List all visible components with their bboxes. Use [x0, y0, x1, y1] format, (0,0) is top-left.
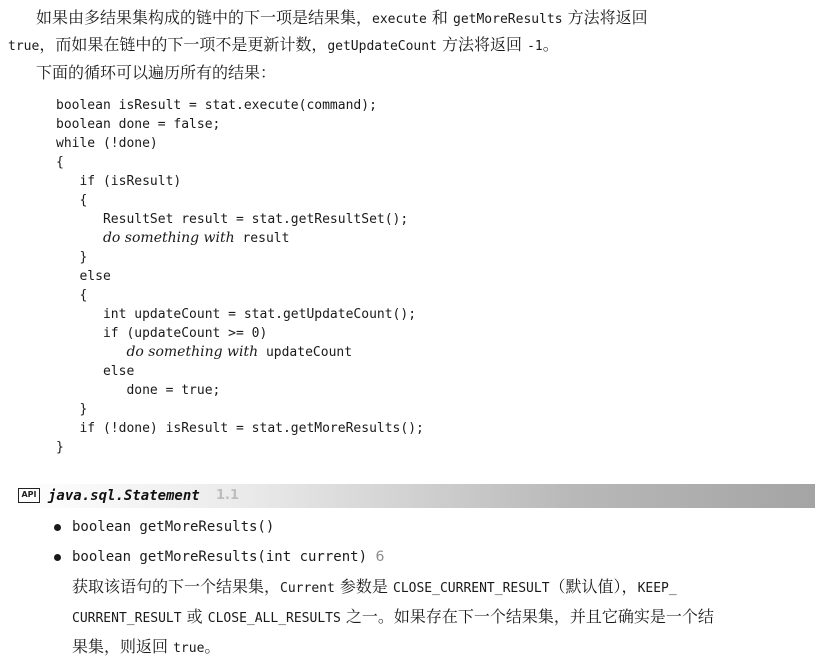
code-placeholder-italic: do something with: [126, 344, 259, 360]
code-term-getmoreresults: getMoreResults: [453, 12, 563, 27]
code-line: [56, 343, 424, 362]
code-term: CLOSE_ALL_RESULTS: [207, 611, 341, 626]
code-block: [56, 96, 424, 457]
intro-line-1: [36, 8, 648, 30]
code-line: {: [56, 193, 88, 208]
code-term: CLOSE_CURRENT_RESULT: [393, 581, 550, 596]
intro-text: 。: [542, 35, 559, 54]
method-version: 6: [375, 549, 385, 565]
code-term-getupdatecount: getUpdateCount: [327, 39, 437, 54]
desc-text: 之一。如果存在下一个结果集，并且它确实是一个结: [340, 607, 714, 626]
desc-text: 获取该语句的下一个结果集，: [72, 577, 281, 596]
code-term-true: true: [8, 39, 40, 54]
code-term: KEEP_: [637, 581, 677, 596]
code-line: if (!done) isResult = stat.getMoreResults();: [56, 421, 424, 436]
intro-text: 和: [426, 8, 453, 27]
code-line: [56, 229, 424, 248]
method-desc-line-1: [72, 577, 677, 599]
desc-text: 果集，则返回: [72, 637, 174, 656]
bullet-icon: [54, 524, 61, 531]
api-icon: API: [18, 488, 40, 503]
code-line: else: [56, 364, 135, 379]
code-fragment: result: [234, 231, 290, 246]
method-desc-line-3: [72, 637, 220, 659]
code-line: if (isResult): [56, 174, 182, 189]
desc-text: 或: [181, 607, 208, 626]
intro-text: 方法将返回: [562, 8, 648, 27]
code-line: }: [56, 402, 88, 417]
code-line: ResultSet result = stat.getResultSet();: [56, 212, 409, 227]
code-placeholder-italic: do something with: [102, 230, 235, 246]
code-line: boolean done = false;: [56, 117, 221, 132]
api-version: 1.1: [216, 488, 240, 503]
desc-text: 参数是: [334, 577, 393, 596]
intro-line-2: [8, 35, 559, 57]
method-signature: boolean getMoreResults(): [72, 519, 275, 535]
code-fragment: updateCount: [258, 345, 353, 360]
code-line: {: [56, 155, 64, 170]
code-line: done = true;: [56, 383, 221, 398]
code-line: boolean isResult = stat.execute(command);: [56, 98, 377, 113]
code-line: int updateCount = stat.getUpdateCount();: [56, 307, 417, 322]
code-line: }: [56, 250, 88, 265]
api-header-bar: [14, 484, 815, 508]
intro-text: 如果由多结果集构成的链中的下一项是结果集，: [36, 8, 373, 27]
code-line: else: [56, 269, 111, 284]
code-line: }: [56, 440, 64, 455]
code-line: if (updateCount >= 0): [56, 326, 268, 341]
bullet-icon: [54, 554, 61, 561]
intro-text: ，而如果在链中的下一项不是更新计数，: [39, 35, 328, 54]
method-signature: boolean getMoreResults(int current): [72, 549, 368, 565]
intro-text: 方法将返回: [436, 35, 528, 54]
desc-text: （默认值），: [549, 577, 638, 596]
intro-line-3: 下面的循环可以遍历所有的结果：: [36, 63, 277, 82]
code-term-execute: execute: [372, 12, 427, 27]
api-class-name: java.sql.Statement: [48, 488, 200, 504]
code-line: {: [56, 288, 88, 303]
code-term: Current: [280, 581, 335, 596]
code-line: while (!done): [56, 136, 158, 151]
code-term: CURRENT_RESULT: [72, 611, 182, 626]
method-desc-line-2: [72, 607, 714, 629]
code-term-minus-one: -1: [527, 39, 543, 54]
method-signature-row: [72, 547, 384, 567]
desc-text: 。: [204, 637, 221, 656]
code-term: true: [173, 641, 205, 656]
